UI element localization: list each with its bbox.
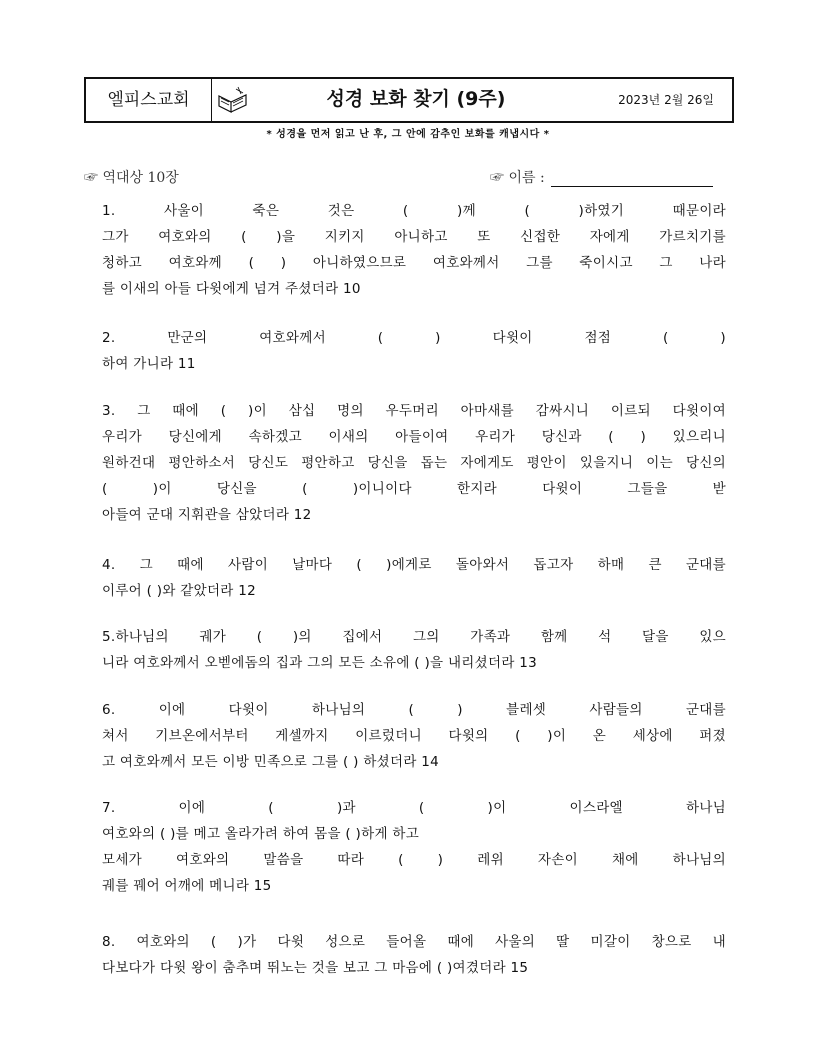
question-3 xyxy=(102,398,726,528)
question-line: 청하고 여호와께 ( ) 아니하였으므로 여호와께서 그를 죽이시고 그 나라 xyxy=(102,255,726,271)
question-line: ( )이 당신을 ( )이니이다 한지라 다윗이 그들을 받 xyxy=(102,481,726,497)
header-box xyxy=(84,77,734,123)
name-blank-line[interactable] xyxy=(551,170,713,187)
church-name: 엘피스교회 xyxy=(86,79,212,121)
question-line: 니라 여호와께서 오벧에돔의 집과 그의 모든 소유에 ( )을 내리셨더라 13 xyxy=(102,655,538,671)
question-line: 쳐서 기브온에서부터 게셀까지 이르렀더니 다윗의 ( )이 온 세상에 퍼졌 xyxy=(102,728,726,744)
question-line: 우리가 당신에게 속하겠고 이새의 아들이여 우리가 당신과 ( ) 있으리니 xyxy=(102,429,726,445)
question-line: 모세가 여호와의 말씀을 따라 ( ) 레위 자손이 채에 하나님의 xyxy=(102,852,726,868)
name-label: ☞ 이름 : xyxy=(490,170,545,186)
question-line: 4. 그 때에 사람이 날마다 ( )에게로 돌아와서 돕고자 하매 큰 군대를 xyxy=(102,557,726,573)
question-line: 3. 그 때에 ( )이 삼십 명의 우두머리 아마새를 감싸시니 이르되 다윗이여 xyxy=(102,403,726,419)
question-line: 아들여 군대 지휘관을 삼았더라 12 xyxy=(102,507,312,523)
question-4 xyxy=(102,552,726,604)
question-line: 궤를 꿰어 어깨에 메니라 15 xyxy=(102,878,272,894)
question-line: 고 여호와께서 모든 이방 민족으로 그를 ( ) 하셨더라 14 xyxy=(102,754,440,770)
question-line: 5.하나님의 궤가 ( )의 집에서 그의 가족과 함께 석 달을 있으 xyxy=(102,629,726,645)
question-2 xyxy=(102,325,726,377)
page-title: 성경 보화 찾기 (9주) xyxy=(326,88,506,110)
question-line: 를 이새의 아들 다윗에게 넘겨 주셨더라 10 xyxy=(102,281,361,297)
date-label: 2023년 2월 26일 xyxy=(618,93,714,107)
question-line: 이루어 ( )와 같았더라 12 xyxy=(102,583,257,599)
open-book-icon xyxy=(216,86,250,114)
question-1 xyxy=(102,198,726,302)
instruction-text: * 성경을 먼저 읽고 난 후, 그 안에 감추인 보화를 캐냅시다 * xyxy=(266,129,550,140)
question-line: 6. 이에 다윗이 하나님의 ( ) 블레셋 사람들의 군대를 xyxy=(102,702,726,718)
passage-reference: ☞ 역대상 10장 xyxy=(84,170,179,186)
question-5 xyxy=(102,624,726,676)
question-8 xyxy=(102,929,726,981)
question-7 xyxy=(102,795,726,899)
question-line: 8. 여호와의 ( )가 다윗 성으로 들어올 때에 사울의 딸 미갈이 창으로 내 xyxy=(102,934,726,950)
question-line: 다보다가 다윗 왕이 춤추며 뛰노는 것을 보고 그 마음에 ( )여겼더라 15 xyxy=(102,960,529,976)
question-6 xyxy=(102,697,726,775)
question-line: 1. 사울이 죽은 것은 ( )께 ( )하였기 때문이라 xyxy=(102,203,726,219)
question-line: 2. 만군의 여호와께서 ( ) 다윗이 점점 ( ) xyxy=(102,330,726,346)
question-line: 그가 여호와의 ( )을 지키지 아니하고 또 신접한 자에게 가르치기를 xyxy=(102,229,726,245)
question-line: 원하건대 평안하소서 당신도 평안하고 당신을 돕는 자에게도 평안이 있을지니 이는 당신의 xyxy=(102,455,726,471)
question-line: 여호와의 ( )를 메고 올라가려 하여 몸을 ( )하게 하고 xyxy=(102,826,420,842)
name-field[interactable] xyxy=(490,167,713,187)
question-line: 하여 가니라 11 xyxy=(102,356,196,372)
question-line: 7. 이에 ( )과 ( )이 이스라엘 하나님 xyxy=(102,800,726,816)
